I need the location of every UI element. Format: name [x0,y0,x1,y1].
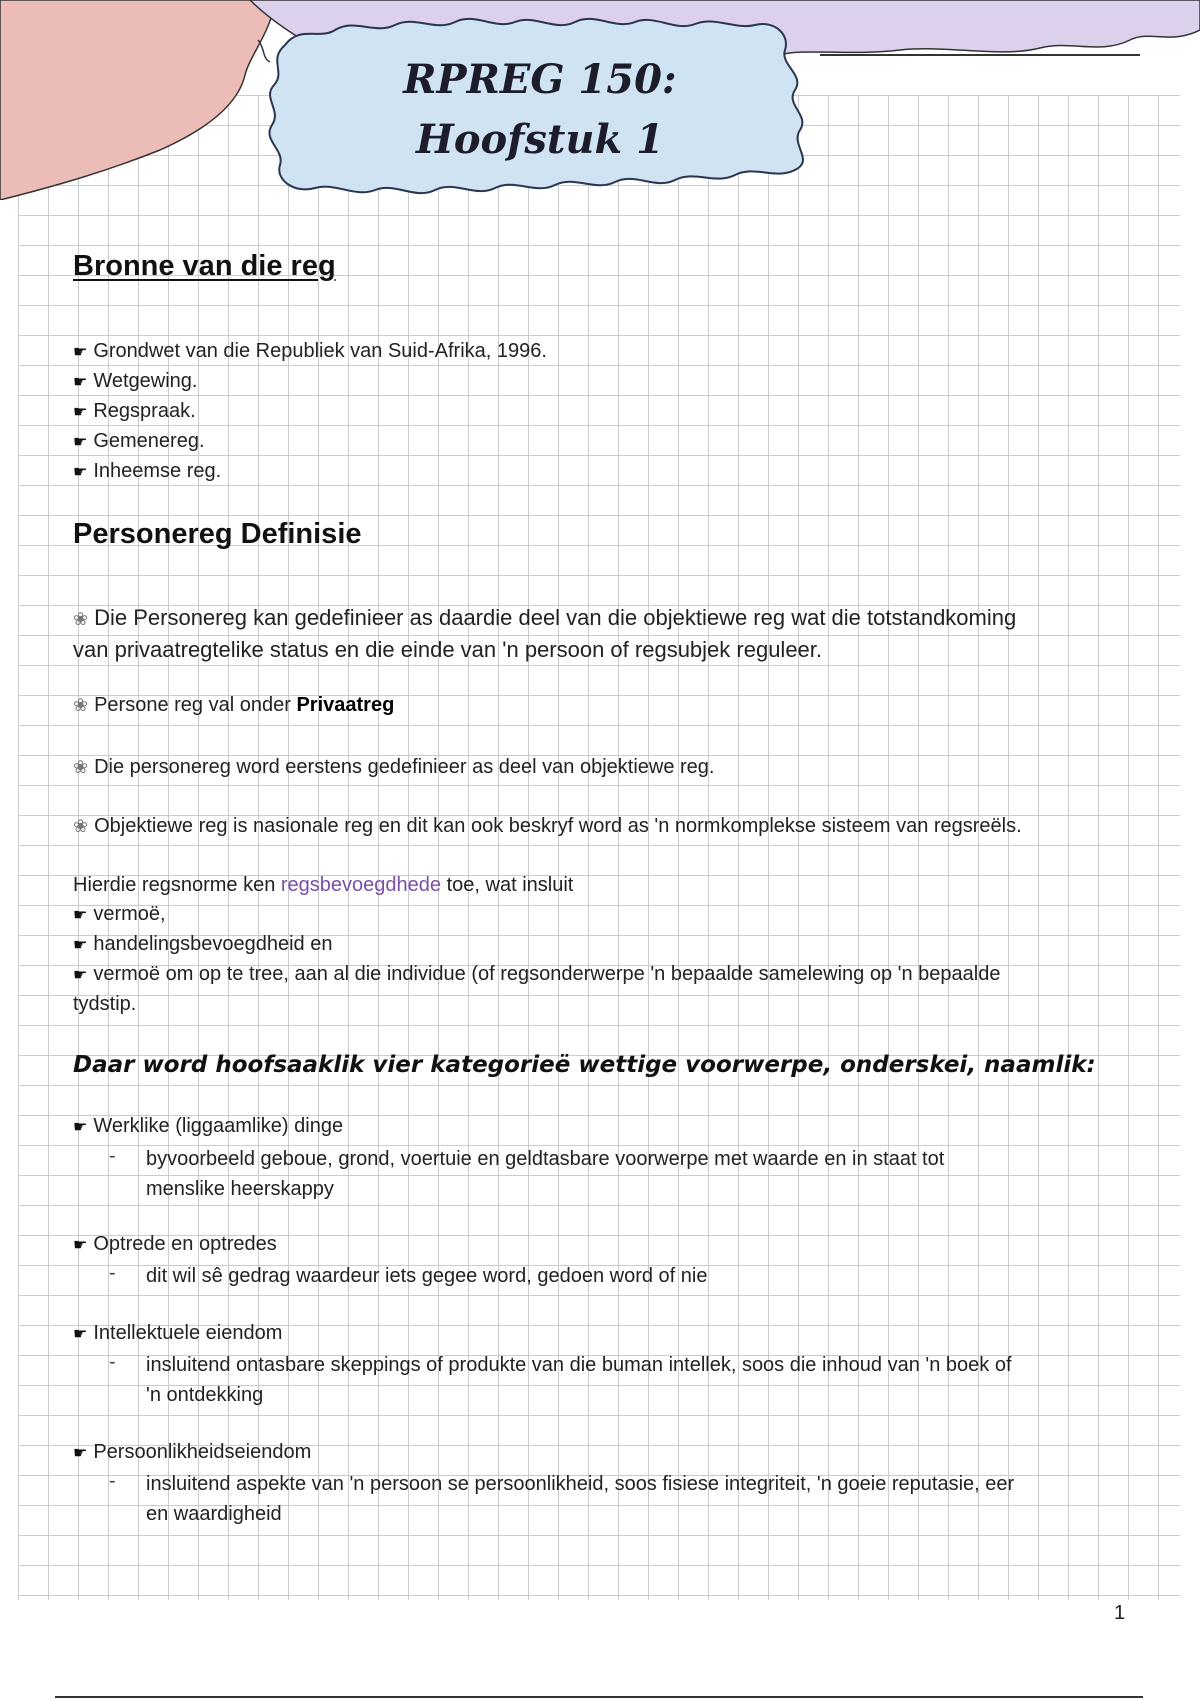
paragraph: ❀ Die personereg word eerstens gedefinieer as deel van objektiewe reg. [73,756,715,778]
highlighted-term: regsbevoegdhede [280,874,442,896]
dash-bullet: - [109,1145,116,1167]
list-item: ☛ Gemenereg. [73,430,205,452]
pointing-hand-icon: ☛ [73,907,88,924]
pointing-hand-icon: ☛ [73,434,88,451]
page-number: 1 [1114,1602,1126,1624]
pointing-hand-icon: ☛ [73,967,88,984]
pointing-hand-icon: ☛ [73,1237,88,1254]
dash-bullet: - [109,1470,116,1492]
bottom-rule [55,1696,1143,1698]
pointing-hand-icon: ☛ [73,937,88,954]
pointing-hand-icon: ☛ [73,344,88,361]
title-line-2: Hoofstuk 1 [416,116,664,163]
list-item: ☛ Inheemse reg. [73,460,222,482]
list-item: ☛ handelingsbevoegdheid en [73,933,333,955]
list-item: ☛ Wetgewing. [73,370,198,392]
category-item: ☛ Persoonlikheidseiendom [73,1441,312,1463]
list-item: ☛ Regspraak. [73,400,196,422]
definition-line-1: ❀ Die Personereg kan gedefinieer as daardie deel van die objektiewe reg wat die totstandkoming [73,605,1017,630]
section-heading-sources: Bronne van die reg [73,250,336,282]
pink-blob [0,0,275,200]
flower-icon: ❀ [73,757,89,777]
list-item-continuation: tydstip. [73,993,137,1015]
list-item: ☛ Grondwet van die Republiek van Suid-Afrika, 1996. [73,340,547,362]
dash-bullet: - [109,1262,116,1284]
list-item: ☛ vermoë, [73,903,166,925]
pointing-hand-icon: ☛ [73,1326,88,1343]
page-title [330,50,750,170]
paragraph: ❀ Persone reg val onder Privaatreg [73,694,395,716]
category-description: dit wil sê gedrag waardeur iets gegee word, gedoen word of nie [146,1265,708,1287]
paragraph: Hierdie regsnorme ken regsbevoegdhede toe, wat insluit [73,874,574,896]
definition-line-2: van privaatregtelike status en die einde van 'n persoon of regsubjek reguleer. [73,637,823,662]
category-item: ☛ Werklike (liggaamlike) dinge [73,1115,344,1137]
flower-icon: ❀ [73,609,89,629]
flower-icon: ❀ [73,695,89,715]
category-description: byvoorbeeld geboue, grond, voertuie en geldtasbare voorwerpe met waarde en in staat tot menslike heerskappy [146,1148,945,1200]
pointing-hand-icon: ☛ [73,464,88,481]
category-description: insluitend aspekte van 'n persoon se persoonlikheid, soos fisiese integriteit, 'n goeie reputasie, eer en waardigheid [146,1473,1015,1525]
paragraph: ❀ Objektiewe reg is nasionale reg en dit kan ook beskryf word as 'n normkomplekse sisteem van regsreëls. [73,815,1022,837]
dash-bullet: - [109,1351,116,1373]
pointing-hand-icon: ☛ [73,1445,88,1462]
category-description: insluitend ontasbare skeppings of produkte van die buman intellek, soos die inhoud van 'n boek of 'n ontdekking [146,1354,1012,1406]
flower-icon: ❀ [73,816,89,836]
section-heading-categories: Daar word hoofsaaklik vier kategorieë wettige voorwerpe, onderskei, naamlik: [73,1052,1096,1078]
pointing-hand-icon: ☛ [73,374,88,391]
list-item: ☛ vermoë om op te tree, aan al die individue (of regsonderwerpe 'n bepaalde samelewing op 'n bepaalde [73,963,1001,985]
flourish [258,40,270,62]
category-item: ☛ Optrede en optredes [73,1233,277,1255]
category-item: ☛ Intellektuele eiendom [73,1322,283,1344]
title-line-1: RPREG 150: [403,56,677,103]
pointing-hand-icon: ☛ [73,404,88,421]
pointing-hand-icon: ☛ [73,1119,88,1136]
section-heading-definition: Personereg Definisie [73,518,362,550]
top-rule [820,54,1140,56]
